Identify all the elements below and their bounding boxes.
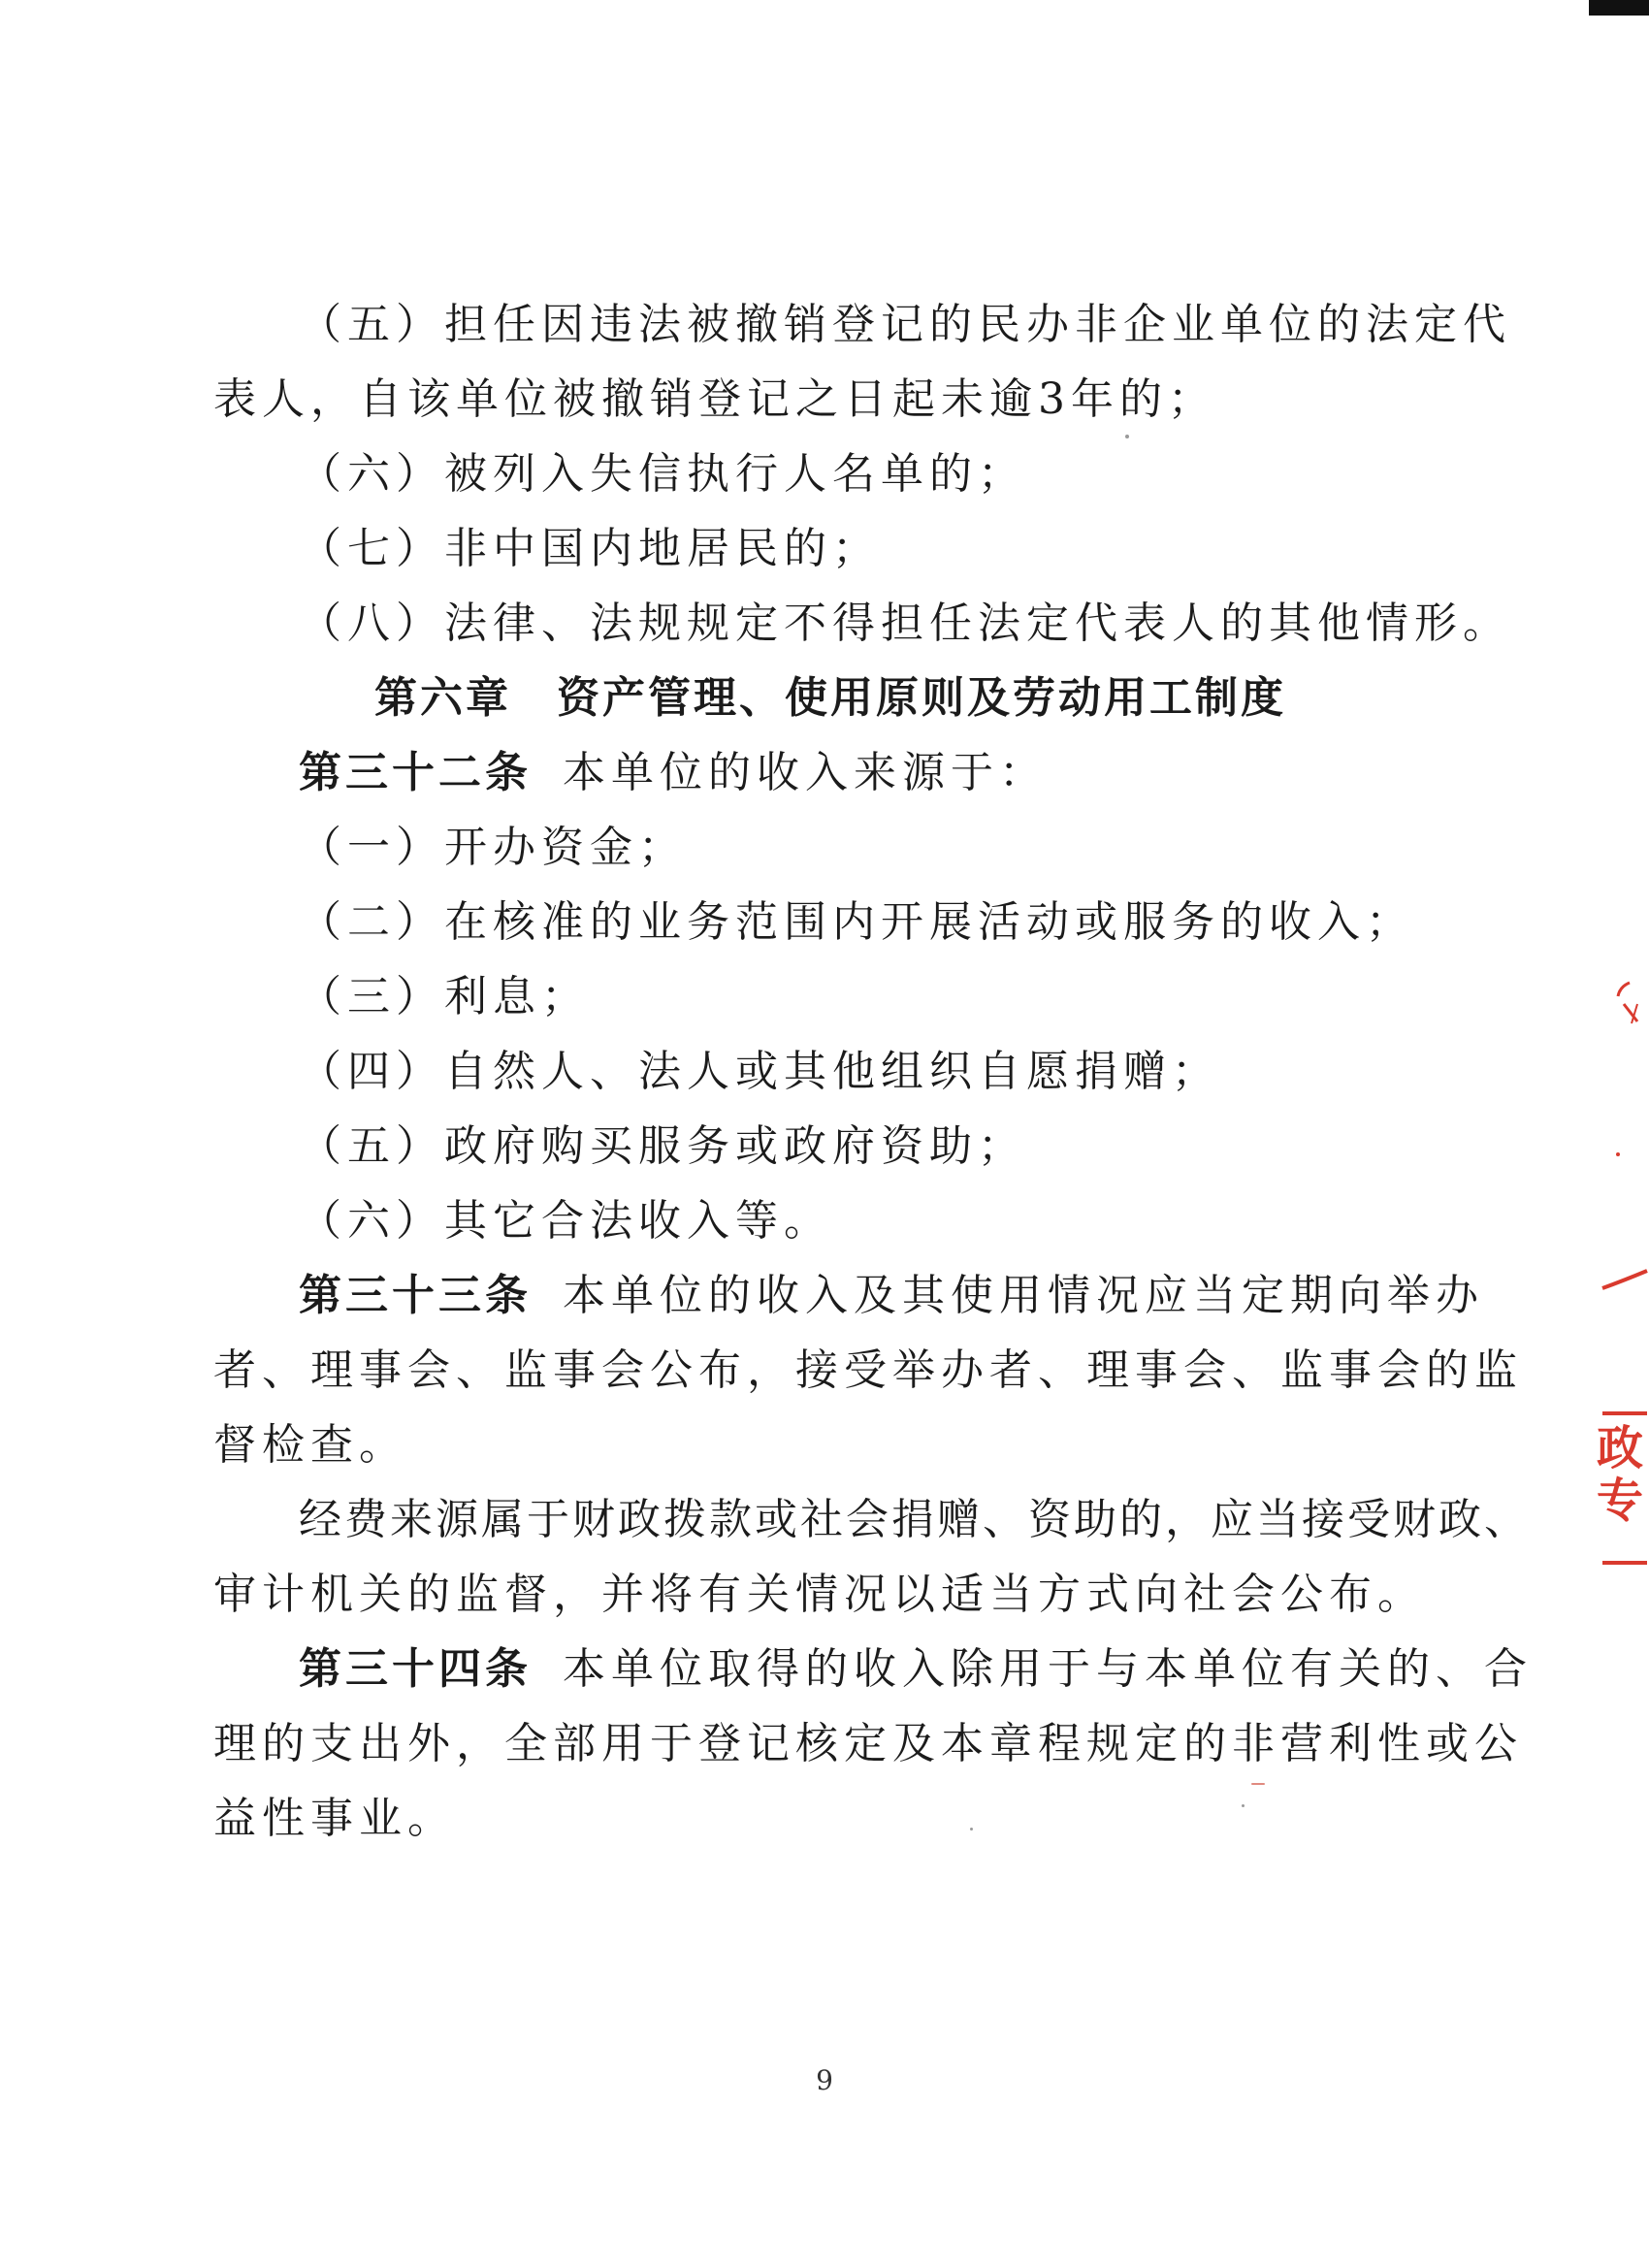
article-label: 第三十二条	[299, 748, 532, 797]
text-line: 理的支出外，全部用于登记核定及本章程规定的非营利性或公	[213, 1719, 1523, 1768]
page-number: 9	[816, 2064, 833, 2096]
income-item: （六）其它合法收入等。	[299, 1196, 832, 1246]
text-line: （六）被列入失信执行人名单的；	[299, 449, 1026, 499]
text-line: 督检查。	[213, 1420, 407, 1470]
scan-speck	[1125, 435, 1129, 438]
article-34	[299, 1640, 1533, 1699]
scan-corner-mark	[1589, 0, 1649, 16]
article-label: 第三十四条	[299, 1644, 532, 1694]
income-item: （三）利息；	[299, 972, 590, 1021]
income-item: （四）自然人、法人或其他组织自愿捐赠；	[299, 1047, 1220, 1096]
article-32	[299, 744, 1048, 802]
scan-speck	[1242, 1804, 1245, 1807]
stamp-char: 政	[1596, 1421, 1643, 1475]
income-item: （一）开办资金；	[299, 823, 687, 872]
text-line: 益性事业。	[213, 1794, 456, 1843]
stamp-fragment	[1581, 1135, 1649, 1203]
chapter-heading: 第六章 资产管理、使用原则及劳动用工制度	[374, 673, 1286, 723]
text-line: 表人，自该单位被撤销登记之日起未逾3年的；	[213, 374, 1216, 424]
article-33	[299, 1267, 1484, 1325]
scan-speck	[1251, 1783, 1265, 1785]
text-line: 审计机关的监督，并将有关情况以适当方式向社会公布。	[213, 1570, 1426, 1619]
article-text: 本单位的收入来源于：	[563, 748, 1048, 797]
text-line: 经费来源属于财政拨款或社会捐赠、资助的，应当接受财政、	[299, 1495, 1530, 1544]
text-line: 者、理事会、监事会公布，接受举办者、理事会、监事会的监	[213, 1345, 1523, 1395]
text-line: （五）担任因违法被撤销登记的民办非企业单位的法定代	[299, 300, 1511, 349]
income-item: （二）在核准的业务范围内开展活动或服务的收入；	[299, 897, 1414, 947]
stamp-fragment	[1581, 975, 1649, 1043]
article-label: 第三十三条	[299, 1271, 532, 1320]
text-line: （七）非中国内地居民的；	[299, 524, 881, 573]
scan-speck	[970, 1828, 973, 1831]
article-text: 本单位取得的收入除用于与本单位有关的、合	[563, 1644, 1533, 1694]
stamp-char: 专	[1596, 1474, 1643, 1528]
income-item: （五）政府购买服务或政府资助；	[299, 1121, 1026, 1171]
stamp-fragment	[1581, 1242, 1649, 1310]
text-line: （八）法律、法规规定不得担任法定代表人的其他情形。	[299, 599, 1511, 648]
article-text: 本单位的收入及其使用情况应当定期向举办	[563, 1271, 1484, 1320]
